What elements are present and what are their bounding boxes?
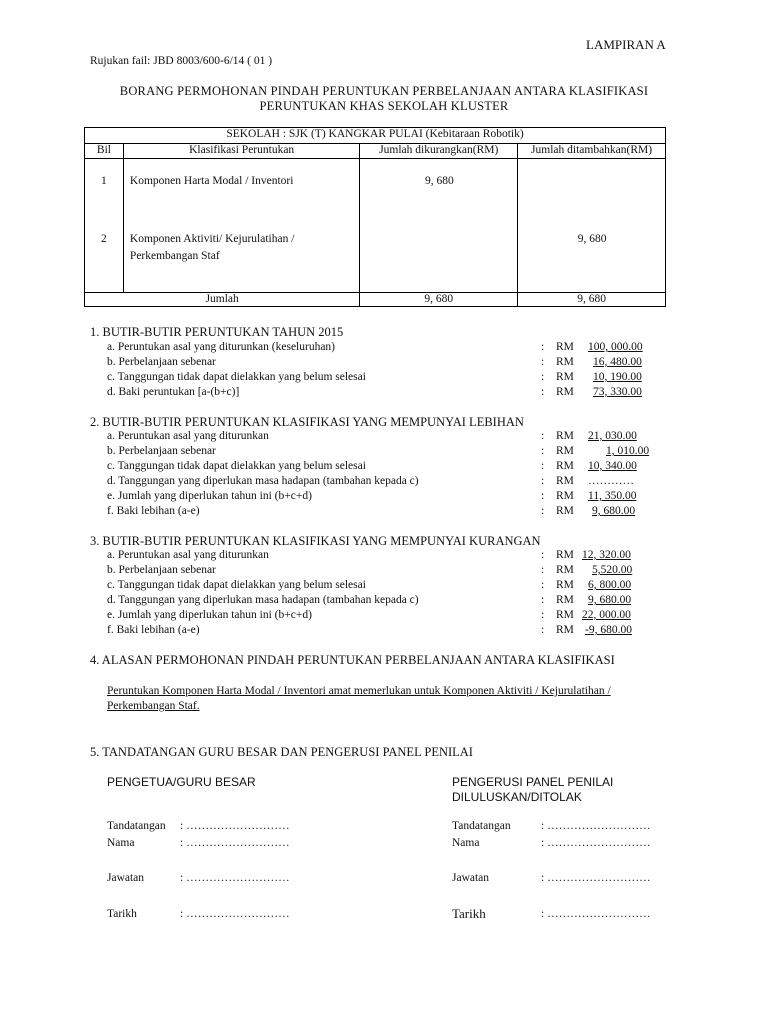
- s2-rm-e: RM: [556, 490, 574, 502]
- total-label: Jumlah: [85, 293, 360, 307]
- s2-label-b: b. Perbelanjaan sebenar: [107, 445, 216, 457]
- s2-rm-d: RM: [556, 475, 574, 487]
- row2-bil: 2: [101, 233, 107, 245]
- right-tandatangan-label: Tandatangan: [452, 820, 511, 832]
- s3-rm-b: RM: [556, 564, 574, 576]
- s2-value-f: 9, 680.00: [592, 505, 636, 517]
- right-tarikh-label: Tarikh: [452, 906, 486, 921]
- s3-value-b: 5,520.00: [592, 564, 633, 576]
- section1-title: 1. BUTIR-BUTIR PERUNTUKAN TAHUN 2015: [90, 325, 344, 339]
- s3-label-e: e. Jumlah yang diperlukan tahun ini (b+c+d): [107, 609, 312, 621]
- row2-klasifikasi-line2: Perkembangan Staf: [129, 250, 220, 262]
- bil-cell: [85, 159, 124, 293]
- total-dikurangkan: 9, 680: [360, 293, 518, 307]
- left-jawatan-field[interactable]: : ………………………: [180, 872, 290, 884]
- left-tandatangan-field[interactable]: : ………………………: [180, 820, 290, 832]
- school-name-cell: SEKOLAH : SJK (T) KANGKAR PULAI (Kebitaraan Robotik): [85, 128, 666, 144]
- s3-rm-e: RM: [556, 609, 574, 621]
- klasifikasi-cell: [123, 159, 359, 293]
- s1-value-d: 73, 330.00: [593, 386, 642, 398]
- form-title-line1: BORANG PERMOHONAN PINDAH PERUNTUKAN PERBELANJAAN ANTARA KLASIFIKASI: [119, 84, 649, 98]
- right-jawatan-field[interactable]: : ………………………: [541, 872, 651, 884]
- s3-colon-c: :: [541, 579, 545, 591]
- s2-value-c: 10, 340.00: [588, 460, 637, 472]
- s2-value-d: …………: [588, 475, 634, 487]
- s1-rm-a: RM: [556, 341, 574, 353]
- s3-label-a: a. Peruntukan asal yang diturunkan: [107, 549, 269, 561]
- left-nama-field[interactable]: : ………………………: [180, 837, 290, 849]
- s2-colon-b: :: [541, 445, 545, 457]
- row2-klasifikasi: Komponen Aktiviti/ Kejurulatihan /: [129, 233, 295, 245]
- row1-dikurangkan: 9, 680: [425, 175, 454, 187]
- s2-label-e: e. Jumlah yang diperlukan tahun ini (b+c+d): [107, 490, 312, 502]
- header-ditambahkan: Jumlah ditambahkan(RM): [518, 144, 666, 159]
- s3-label-f: f. Baki lebihan (a-e): [107, 624, 200, 636]
- s2-rm-a: RM: [556, 430, 574, 442]
- s3-label-c: c. Tanggungan tidak dapat dielakkan yang belum selesai: [107, 579, 366, 591]
- s2-label-a: a. Peruntukan asal yang diturunkan: [107, 430, 269, 442]
- section2-title: 2. BUTIR-BUTIR PERUNTUKAN KLASIFIKASI YANG MEMPUNYAI LEBIHAN: [90, 415, 524, 429]
- s2-value-b: 1, 010.00: [606, 445, 650, 457]
- s1-colon-b: :: [541, 356, 545, 368]
- s3-colon-f: :: [541, 624, 545, 636]
- s2-colon-c: :: [541, 460, 545, 472]
- header-dikurangkan: Jumlah dikurangkan(RM): [360, 144, 518, 159]
- s1-value-b: 16, 480.00: [593, 356, 642, 368]
- row1-bil: 1: [101, 175, 107, 187]
- s3-rm-f: RM: [556, 624, 574, 636]
- row1-klasifikasi: Komponen Harta Modal / Inventori: [129, 175, 294, 187]
- s1-colon-a: :: [541, 341, 545, 353]
- s2-value-e: 11, 350.00: [588, 490, 637, 502]
- s3-rm-d: RM: [556, 594, 574, 606]
- s1-colon-d: :: [541, 386, 545, 398]
- left-tandatangan-label: Tandatangan: [107, 820, 166, 832]
- s2-label-c: c. Tanggungan tidak dapat dielakkan yang belum selesai: [107, 460, 366, 472]
- s2-colon-a: :: [541, 430, 545, 442]
- s2-colon-f: :: [541, 505, 545, 517]
- dikurangkan-cell: [360, 159, 518, 293]
- s1-value-a: 100, 000.00: [588, 341, 643, 353]
- s2-label-d: d. Tanggungan yang diperlukan masa hadapan (tambahan kepada c): [107, 475, 419, 487]
- left-nama-label: Nama: [107, 837, 135, 849]
- form-title-line2: PERUNTUKAN KHAS SEKOLAH KLUSTER: [259, 99, 509, 113]
- left-signatory-heading: PENGETUA/GURU BESAR: [107, 775, 256, 789]
- section4-title: 4. ALASAN PERMOHONAN PINDAH PERUNTUKAN PERBELANJAAN ANTARA KLASIFIKASI: [90, 653, 615, 667]
- left-jawatan-label: Jawatan: [107, 872, 145, 884]
- s3-rm-a: RM: [556, 549, 574, 561]
- s3-rm-c: RM: [556, 579, 574, 591]
- s3-value-a: 12, 320.00: [582, 549, 631, 561]
- section4-reason-line2: Perkembangan Staf.: [107, 700, 200, 712]
- s1-rm-d: RM: [556, 386, 574, 398]
- lampiran-label: LAMPIRAN A: [586, 37, 666, 52]
- right-tandatangan-field[interactable]: : ………………………: [541, 820, 651, 832]
- s1-rm-c: RM: [556, 371, 574, 383]
- s2-label-f: f. Baki lebihan (a-e): [107, 505, 200, 517]
- right-jawatan-label: Jawatan: [452, 872, 490, 884]
- s2-rm-b: RM: [556, 445, 574, 457]
- s1-label-a: a. Peruntukan asal yang diturunkan (keseluruhan): [107, 341, 336, 353]
- s3-label-b: b. Perbelanjaan sebenar: [107, 564, 216, 576]
- left-tarikh-field[interactable]: : ………………………: [180, 908, 290, 920]
- ditambahkan-cell: [518, 159, 666, 293]
- rujukan-fail: Rujukan fail: JBD 8003/600-6/14 ( 01 ): [90, 55, 273, 67]
- s3-colon-d: :: [541, 594, 545, 606]
- s3-colon-e: :: [541, 609, 545, 621]
- s1-value-c: 10, 190.00: [593, 371, 642, 383]
- left-tarikh-label: Tarikh: [107, 908, 137, 920]
- header-klasifikasi: Klasifikasi Peruntukan: [123, 144, 359, 159]
- s2-value-a: 21, 030.00: [588, 430, 637, 442]
- s3-value-c: 6, 800.00: [588, 579, 632, 591]
- right-nama-field[interactable]: : ………………………: [541, 837, 651, 849]
- header-bil: Bil: [85, 144, 124, 159]
- section4-reason-line1: Peruntukan Komponen Harta Modal / Inventori amat memerlukan untuk Komponen Aktiviti / Kejurulatihan /: [107, 685, 611, 697]
- section3-title: 3. BUTIR-BUTIR PERUNTUKAN KLASIFIKASI YANG MEMPUNYAI KURANGAN: [90, 534, 541, 548]
- s1-label-d: d. Baki peruntukan [a-(b+c)]: [107, 386, 240, 398]
- s1-label-b: b. Perbelanjaan sebenar: [107, 356, 216, 368]
- s1-rm-b: RM: [556, 356, 574, 368]
- s1-colon-c: :: [541, 371, 545, 383]
- s1-label-c: c. Tanggungan tidak dapat dielakkan yang belum selesai: [107, 371, 366, 383]
- s3-value-d: 9, 680.00: [588, 594, 632, 606]
- right-nama-label: Nama: [452, 837, 480, 849]
- right-signatory-heading: PENGERUSI PANEL PENILAI: [452, 775, 614, 789]
- allocation-table: [84, 127, 666, 307]
- total-ditambahkan: 9, 680: [518, 293, 666, 307]
- s3-colon-a: :: [541, 549, 545, 561]
- s3-colon-b: :: [541, 564, 545, 576]
- right-tarikh-field[interactable]: : ………………………: [541, 908, 651, 920]
- s3-value-f: -9, 680.00: [585, 624, 632, 636]
- section5-title: 5. TANDATANGAN GURU BESAR DAN PENGERUSI PANEL PENILAI: [90, 745, 473, 759]
- approval-status-heading: DILULUSKAN/DITOLAK: [452, 790, 582, 804]
- s2-colon-d: :: [541, 475, 545, 487]
- s3-value-e: 22, 000.00: [582, 609, 631, 621]
- s2-colon-e: :: [541, 490, 545, 502]
- s3-label-d: d. Tanggungan yang diperlukan masa hadapan (tambahan kepada c): [107, 594, 419, 606]
- s2-rm-c: RM: [556, 460, 574, 472]
- s2-rm-f: RM: [556, 505, 574, 517]
- row2-ditambahkan: 9, 680: [577, 233, 607, 245]
